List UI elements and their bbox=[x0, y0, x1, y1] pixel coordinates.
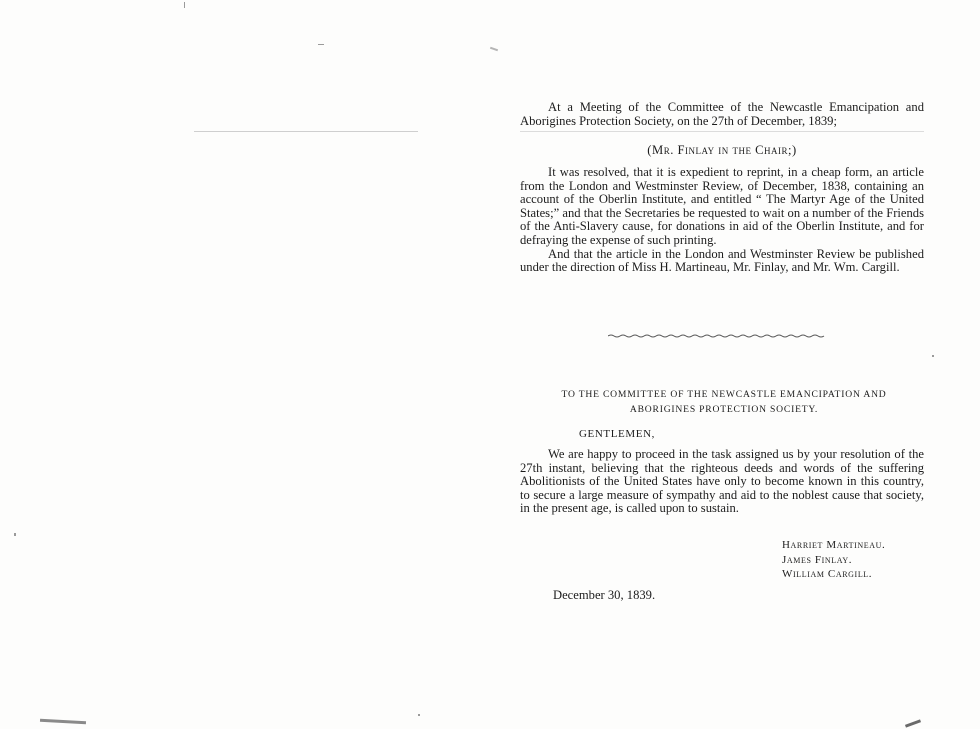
signer-name: James Finlay. bbox=[782, 553, 853, 566]
scan-mark bbox=[932, 355, 934, 357]
signer-name: Harriet Martineau. bbox=[782, 539, 886, 551]
scan-mark bbox=[14, 533, 16, 536]
wavy-divider bbox=[608, 333, 826, 339]
letter-address: TO THE COMMITTEE OF THE NEWCASTLE EMANCIPATION AND ABORIGINES PROTECTION SOCIETY. bbox=[561, 389, 887, 415]
signer-name: William Cargill. bbox=[782, 568, 873, 581]
scan-mark bbox=[40, 719, 86, 724]
scan-mark bbox=[318, 44, 324, 45]
letter-salutation: GENTLEMEN, bbox=[579, 428, 655, 440]
resolution-intro: At a Meeting of the Committee of the Newcastle Emancipation and Aborigines Protection Society, on the 27th of December, 1839; bbox=[520, 100, 924, 128]
letter-body-block bbox=[520, 448, 924, 516]
scan-mark bbox=[490, 47, 498, 52]
bleed-through-rule bbox=[520, 131, 924, 132]
resolution-paragraph-2: And that the article in the London and Westminster Review be published under the direction of Miss H. Martineau, Mr. Finlay, and Mr. Wm. Cargill. bbox=[520, 246, 924, 275]
letter-body: We are happy to proceed in the task assigned us by your resolution of the 27th instant, believing that the righteous deeds and words of the suffering Abolitionists of the United States have only to become known in this country, to secure a large measure of sympathy and aid to the noblest cause that society, in the present age, is called upon to sustain. bbox=[520, 447, 924, 516]
resolution-intro-block bbox=[520, 101, 924, 128]
bleed-through-rule bbox=[194, 131, 418, 132]
scan-mark bbox=[418, 714, 420, 716]
resolution-body bbox=[520, 166, 924, 275]
resolution-paragraph-1: It was resolved, that it is expedient to reprint, in a cheap form, an article from the London and Westminster Review, of December, 1838, containing an account of the Oberlin Institute, and entitled “ The Martyr Age of the United States;” and that the Secretaries be requested to wait on a number of the Friends of the Anti-Slavery cause, for donations in aid of the Oberlin Institute, and for defraying the expense of such printing. bbox=[520, 165, 924, 247]
scan-mark bbox=[905, 719, 921, 727]
chair-note: (Mr. Finlay in the Chair;) bbox=[647, 143, 797, 157]
signatories bbox=[782, 538, 885, 582]
scan-mark bbox=[184, 2, 185, 8]
letter-date: December 30, 1839. bbox=[553, 588, 656, 602]
